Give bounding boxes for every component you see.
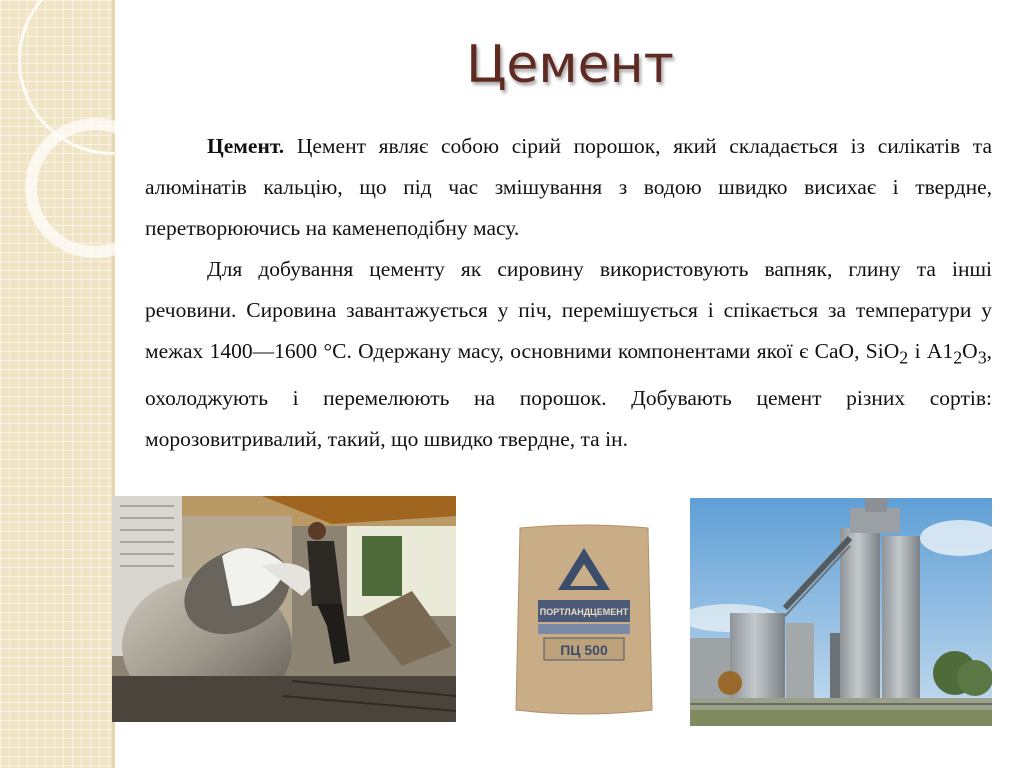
decorative-ring-middle <box>25 118 165 258</box>
production-text-4: , охолоджують і перемелюють на порошок. Добувають цемент різних сортів: морозовитривалий, такий, що швидко твердне, та ін. <box>145 339 993 452</box>
term-lead: Цемент. <box>207 134 285 158</box>
cement-mixer-photo <box>112 496 456 722</box>
cement-bag-photo <box>510 520 658 720</box>
subscript-o3: 3 <box>977 347 987 368</box>
paragraph-production <box>145 249 992 460</box>
bag-label-grade: ПЦ 500 <box>560 642 608 658</box>
slide-body-text <box>145 126 992 460</box>
subscript-sio2: 2 <box>899 347 909 368</box>
slide-title: Цемент <box>466 35 674 95</box>
production-text-3: O <box>962 339 978 363</box>
definition-text: Цемент являє собою сірий порошок, який складається із силікатів та алюмінатів кальцію, що під час змішування з водою швидко висихає і твердне, перетворюючись на каменеподібну масу. <box>145 134 992 240</box>
production-text-2: і А1 <box>908 339 954 363</box>
bag-label-brand: ПОРТЛАНДЦЕМЕНТ <box>539 607 629 617</box>
paragraph-definition <box>145 126 992 249</box>
subscript-al2: 2 <box>953 347 963 368</box>
production-text-1: Для добування цементу як сировину використовують вапняк, глину та інші речовини. Сировина завантажується у піч, перемішується і спікається за температури у межах 1400—1600 °С. Одержану масу, основними компонентами якої є СаО, SiO <box>145 257 992 363</box>
cement-plant-photo <box>690 498 992 726</box>
